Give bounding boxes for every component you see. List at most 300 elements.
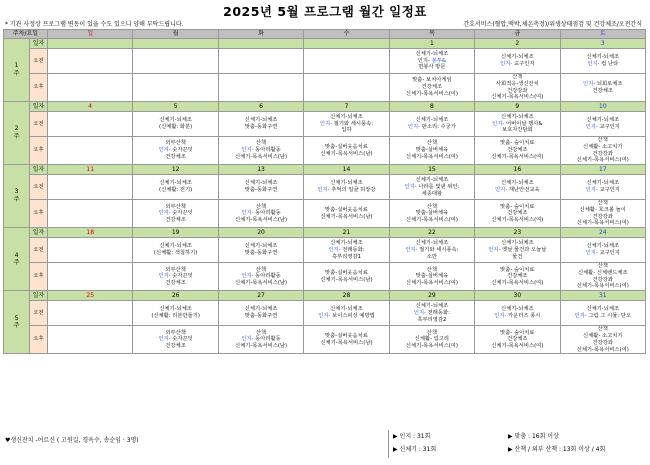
program-cell-sun	[48, 49, 133, 74]
program-category: 인지-	[328, 246, 341, 253]
program-text: 교구인지	[597, 124, 620, 131]
pm-row	[4, 200, 646, 228]
program-text: (신체활: 전기)	[159, 187, 193, 194]
program-cell-sat	[560, 200, 645, 228]
program-text: 소만	[426, 253, 438, 260]
summary-physical: ▶ 신체기 : 31회	[393, 446, 437, 453]
program-text: 숫자끈잇	[170, 336, 193, 343]
date-cell-fri: 16	[475, 165, 560, 175]
program-text: 맞춤- 보치아게임	[412, 77, 452, 84]
program-text: 신체기-뇌체조	[586, 306, 620, 313]
program-line	[133, 124, 217, 131]
program-line	[304, 333, 388, 340]
program-cell-mon	[133, 74, 218, 102]
program-text: 동아리활동	[253, 336, 281, 343]
program-text: 산책	[255, 203, 267, 210]
program-text: 건강강좌	[592, 339, 613, 346]
program-text: 나라를 빛낸 위인:	[416, 183, 460, 190]
program-category: 인지-	[407, 124, 421, 131]
program-category: 인지-	[317, 187, 330, 194]
program-line	[561, 144, 645, 151]
program-cell-thu	[389, 49, 474, 74]
program-line	[304, 313, 388, 320]
program-text: 맞춤- 숲이치료	[500, 140, 535, 147]
program-category: 인지-	[405, 246, 418, 253]
program-text: 절기와 세시풍속:	[332, 120, 374, 127]
program-text: 신체기-뇌체조	[159, 117, 192, 124]
program-text: 산책	[597, 263, 608, 270]
program-text: 신체기-목욕서비스(남)	[235, 217, 288, 224]
program-cell-mon	[133, 263, 218, 291]
program-text: 면봉사 방문	[418, 64, 446, 71]
program-text: 추억의 일굴 허장강	[329, 187, 376, 194]
date-cell-wed	[304, 39, 389, 49]
program-cell-sun	[48, 238, 133, 263]
program-text: 옛날 물건과 오늘날	[500, 246, 547, 253]
row-label-date: 일자	[30, 39, 48, 49]
program-text: 건강강좌	[592, 150, 613, 157]
date-cell-sun: 11	[48, 165, 133, 175]
program-text: 교구인지	[597, 250, 620, 257]
program-text: 신체기-목욕서비스(여)	[576, 157, 629, 164]
program-line	[475, 254, 559, 261]
program-line	[561, 220, 645, 227]
program-line	[475, 154, 559, 161]
program-cell-wed	[304, 301, 389, 326]
program-text: 맞춤-실버체육	[415, 273, 449, 280]
program-category: 인지-	[583, 80, 596, 87]
date-cell-tue: 13	[218, 165, 303, 175]
program-text: 숫자끈잇	[170, 273, 193, 280]
week-label-part: 4	[14, 251, 19, 259]
program-cell-mon	[133, 112, 218, 137]
row-label-pm: 오후	[30, 326, 48, 354]
program-text: 신체기-뇌체조	[415, 50, 449, 57]
program-line	[475, 54, 559, 61]
program-category: 인지-	[404, 183, 417, 190]
program-category: 인지-	[574, 313, 587, 320]
program-text: 신체기-목욕서비스(여)	[491, 153, 544, 160]
program-text: 신체기-뇌체조	[586, 54, 620, 61]
program-cell-tue	[218, 74, 303, 102]
program-text: 보호자간담회	[501, 127, 533, 134]
program-cell-thu	[389, 137, 474, 165]
date-cell-sat: 17	[560, 165, 645, 175]
program-text: 신체기-목욕서비스(여)	[405, 343, 458, 350]
program-text: 신체기-목욕서비스(남)	[235, 153, 288, 160]
program-text: 재난안전교육	[507, 187, 540, 194]
program-category: 인지-	[241, 210, 254, 217]
program-text: 외부산책	[165, 266, 186, 273]
program-line	[475, 61, 559, 68]
program-line	[390, 254, 474, 261]
program-line	[390, 303, 474, 310]
program-line	[133, 313, 217, 320]
date-row	[4, 39, 646, 49]
week-label-part: 주	[13, 70, 20, 78]
program-text: 신체활- 신체밴드체조	[577, 269, 628, 276]
program-category: 인지-	[585, 124, 598, 131]
header-day-thu: 목	[389, 30, 474, 39]
program-line	[475, 280, 559, 287]
program-line	[561, 333, 645, 340]
program-text: 신체기-목욕서비스(남)	[320, 276, 373, 283]
program-cell-fri	[475, 74, 560, 102]
header-day-wed: 수	[304, 30, 389, 39]
program-cell-tue	[218, 326, 303, 354]
program-text: 외부산책	[165, 203, 186, 210]
program-line	[561, 187, 645, 194]
date-cell-mon	[133, 39, 218, 49]
program-line	[561, 81, 645, 88]
program-line	[390, 154, 474, 161]
week-label	[4, 291, 30, 354]
date-cell-thu: 29	[389, 291, 474, 301]
program-text: 건강체조	[507, 210, 528, 217]
date-cell-thu: 22	[389, 228, 474, 238]
program-text: 건강체조	[165, 343, 186, 350]
week-label	[4, 39, 30, 102]
program-category: 인지-	[494, 313, 507, 320]
program-line	[390, 91, 474, 98]
pm-row	[4, 263, 646, 291]
program-text: 외부산책	[165, 329, 186, 336]
program-category: 인지-	[492, 120, 505, 127]
program-cell-mon	[133, 137, 218, 165]
am-row	[4, 49, 646, 74]
program-text: 교구인지	[512, 61, 535, 67]
program-text: 보이스피싱 예방법	[330, 313, 375, 320]
program-line	[475, 343, 559, 350]
program-text: 맞춤- 숲이치료	[500, 203, 535, 210]
program-text: 맞춤- 숲이치료	[500, 329, 535, 336]
week-label-part: 주	[13, 259, 20, 267]
program-text: 맞춤-실버체육	[415, 210, 449, 217]
program-cell-sun	[48, 301, 133, 326]
program-text: 신체기-뇌체조	[244, 117, 278, 124]
program-line	[561, 263, 645, 270]
program-text: 산책	[255, 266, 267, 273]
program-category: 인지-	[158, 210, 171, 217]
program-text: 뇌회로체조	[595, 80, 623, 87]
row-label-date: 일자	[30, 165, 48, 175]
program-cell-fri	[475, 49, 560, 74]
program-line	[219, 343, 303, 350]
am-row	[4, 301, 646, 326]
date-cell-sat: 3	[560, 39, 645, 49]
program-line	[304, 144, 388, 151]
program-cell-mon	[133, 200, 218, 228]
program-line	[475, 240, 559, 247]
program-category: 인지-	[158, 336, 171, 343]
week-label-part: 3	[14, 188, 19, 196]
program-text: 산책	[426, 266, 438, 273]
program-text: 혹부리영감1	[331, 253, 361, 260]
program-text: 신체기-목욕서비스(여)	[576, 220, 629, 227]
program-cell-wed	[304, 326, 389, 354]
program-cell-fri	[475, 137, 560, 165]
program-cell-mon	[133, 326, 218, 354]
program-cell-thu	[389, 112, 474, 137]
program-text: 산책	[597, 137, 608, 144]
program-line	[561, 283, 645, 290]
date-cell-tue: 27	[218, 291, 303, 301]
program-category: 인지-	[587, 61, 600, 67]
program-text: 신체기-뇌체조	[501, 113, 534, 120]
program-text: 신체기-뇌체조	[415, 240, 449, 247]
date-cell-sat: 24	[560, 228, 645, 238]
program-text: 산책	[597, 326, 608, 333]
program-text: 산책	[426, 140, 438, 147]
program-text: 신체기-목욕서비스(여)	[576, 346, 629, 353]
program-cell-tue	[218, 263, 303, 291]
date-row	[4, 228, 646, 238]
date-row	[4, 102, 646, 112]
program-text: 신체기-목욕서비스(여)	[491, 343, 544, 350]
program-line	[390, 191, 474, 198]
program-text: 신체기-뇌체조	[501, 306, 534, 313]
program-line	[561, 250, 645, 257]
program-text: 신체기-뇌체조	[501, 240, 534, 247]
program-text: 맞춤-동화구연	[244, 124, 278, 131]
program-line	[219, 124, 303, 131]
program-line	[475, 147, 559, 154]
program-line	[475, 74, 559, 81]
program-text: 신체기-뇌체조	[244, 180, 278, 187]
program-line	[219, 147, 303, 154]
program-cell-fri	[475, 238, 560, 263]
program-line	[304, 254, 388, 261]
program-text: 신체기-뇌체조	[501, 54, 534, 61]
program-text: 신체기-뇌체조	[586, 117, 620, 124]
date-cell-tue: 20	[218, 228, 303, 238]
program-line	[561, 347, 645, 354]
program-line	[304, 187, 388, 194]
program-line	[561, 124, 645, 131]
program-cell-thu	[389, 175, 474, 200]
program-cell-fri	[475, 175, 560, 200]
program-line	[133, 280, 217, 287]
row-label-pm: 오후	[30, 263, 48, 291]
program-cell-fri	[475, 263, 560, 291]
date-cell-thu: 15	[389, 165, 474, 175]
row-label-am: 오전	[30, 112, 48, 137]
program-text: 외부산책	[165, 140, 186, 147]
program-cell-fri	[475, 326, 560, 354]
services-text: 간호서비스(혈압,맥박,체온측정)/위생상태점검 및 건강체조/오전간식	[463, 21, 642, 28]
program-text: 절기와 세시풍속:	[417, 246, 459, 253]
date-cell-mon: 26	[133, 291, 218, 301]
program-cell-mon	[133, 238, 218, 263]
program-line	[475, 81, 559, 88]
program-text: 그림 그 시뮬: 단오	[586, 313, 632, 320]
program-text: 교구인지	[597, 187, 620, 194]
program-text: 컵 난타	[599, 61, 619, 67]
date-cell-sat: 31	[560, 291, 645, 301]
notice-text: * 기관 사정상 프로그램 변동이 있을 수도 있으니 양해 부탁드립니다.	[5, 21, 184, 28]
program-cell-sat	[560, 263, 645, 291]
program-cell-sun	[48, 74, 133, 102]
program-category: 인지-	[158, 147, 171, 154]
program-text: 신체기-뇌체조	[244, 243, 278, 250]
program-line	[219, 154, 303, 161]
program-cell-thu	[389, 326, 474, 354]
program-line	[219, 250, 303, 257]
program-line	[304, 340, 388, 347]
program-cell-sun	[48, 200, 133, 228]
program-cell-sat	[560, 326, 645, 354]
program-text: 신체기-뇌체조	[415, 176, 449, 183]
program-cell-wed	[304, 238, 389, 263]
program-cell-tue	[218, 49, 303, 74]
row-label-date: 일자	[30, 228, 48, 238]
program-cell-tue	[218, 200, 303, 228]
program-text: 건강체조	[507, 273, 528, 280]
program-cell-mon	[133, 301, 218, 326]
program-cell-sat	[560, 301, 645, 326]
program-line	[561, 88, 645, 95]
program-text: (신체활: 색칠하기)	[153, 250, 198, 257]
week-label	[4, 165, 30, 228]
date-cell-mon: 12	[133, 165, 218, 175]
date-cell-wed: 7	[304, 102, 389, 112]
program-line	[475, 313, 559, 320]
row-label-am: 오전	[30, 238, 48, 263]
program-line	[475, 127, 559, 134]
program-text: 신체기-목욕서비스(여)	[576, 283, 629, 290]
week-label-part: 주	[13, 196, 20, 204]
week-label-part: 5	[14, 314, 19, 322]
program-line	[390, 247, 474, 254]
program-category: 인지-	[585, 250, 598, 257]
program-text: 카운터즈 퐁시	[506, 313, 541, 320]
program-text: 물건	[512, 253, 523, 260]
program-text: 산책	[512, 74, 523, 80]
program-text: 신체기-목욕서비스(여)	[491, 94, 544, 101]
program-text: 신체활- 림고리	[414, 336, 450, 343]
program-text: 인지-	[417, 57, 432, 64]
header-day-sat: 토	[560, 30, 645, 39]
program-category: 인지-	[495, 187, 508, 194]
program-line	[390, 51, 474, 58]
date-cell-sun	[48, 39, 133, 49]
program-category: 인지-	[319, 120, 333, 127]
date-cell-fri: 2	[475, 39, 560, 49]
program-text: 숫자끈잇	[170, 147, 193, 154]
am-row	[4, 175, 646, 200]
summary-walk: ▶ 산책 / 외부 산책 : 13회 이상 / 4회	[508, 446, 606, 453]
program-line	[304, 151, 388, 158]
week-label	[4, 228, 30, 291]
program-cell-thu	[389, 263, 474, 291]
program-line	[561, 326, 645, 333]
program-text: 건강체조	[507, 336, 528, 343]
program-category: 인지-	[241, 273, 254, 280]
program-line	[561, 340, 645, 347]
program-cell-wed	[304, 112, 389, 137]
date-cell-thu: 1	[389, 39, 474, 49]
program-cell-tue	[218, 137, 303, 165]
program-text: 신체기-뇌체조	[159, 243, 192, 250]
program-line	[390, 124, 474, 131]
program-cell-wed	[304, 175, 389, 200]
program-text: 건강체조	[165, 153, 186, 160]
program-category: 인지-	[488, 246, 501, 253]
program-text: 건강체조	[592, 87, 613, 94]
program-text: 동아리활동	[253, 210, 281, 217]
program-cell-sat	[560, 175, 645, 200]
program-text: 신체활- 호크볼 놀이	[579, 206, 626, 213]
program-line	[390, 147, 474, 154]
program-text: 신체기-목욕서비스(남)	[320, 339, 373, 346]
program-text: 동아리활동	[253, 147, 281, 154]
date-cell-sat: 10	[560, 102, 645, 112]
program-text: 신체기-목욕서비스(남)	[320, 150, 373, 157]
program-line	[390, 317, 474, 324]
program-line	[561, 137, 645, 144]
date-cell-fri: 9	[475, 102, 560, 112]
program-cell-wed	[304, 74, 389, 102]
program-cell-thu	[389, 238, 474, 263]
program-cell-sat	[560, 137, 645, 165]
program-cell-sun	[48, 326, 133, 354]
program-cell-fri	[475, 200, 560, 228]
program-category: 인지-	[500, 61, 513, 67]
program-text: 맞춤-동화구연	[244, 313, 278, 320]
date-cell-mon: 19	[133, 228, 218, 238]
program-line	[475, 247, 559, 254]
program-text: 사회적응-생신잔치	[495, 80, 539, 87]
program-category: 인지-	[585, 187, 598, 194]
program-line	[304, 207, 388, 214]
week-label-part: 주	[13, 133, 20, 141]
program-cell-tue	[218, 238, 303, 263]
pm-row	[4, 74, 646, 102]
program-line	[475, 217, 559, 224]
row-label-pm: 오후	[30, 74, 48, 102]
program-text: 신체기-뇌체조	[159, 180, 192, 187]
program-line	[304, 127, 388, 134]
program-category: 봉투&	[431, 57, 446, 64]
program-text: 신체기-목욕서비스(여)	[405, 90, 458, 97]
date-cell-fri: 23	[475, 228, 560, 238]
program-text: 맞춤-실버웃음치료	[325, 206, 368, 213]
program-line	[561, 54, 645, 61]
program-category: 인지-	[241, 336, 254, 343]
program-line	[390, 64, 474, 71]
week-label	[4, 102, 30, 165]
program-text: 맞춤-실버웃음치료	[325, 269, 368, 276]
footer-divider	[388, 430, 389, 458]
program-text: 맞춤-동화구연	[244, 187, 278, 194]
program-text: 산책	[597, 200, 608, 207]
footer	[0, 428, 650, 465]
program-line	[304, 247, 388, 254]
date-cell-sun: 4	[48, 102, 133, 112]
summary-cognitive: ▶ 인지 : 31회	[393, 433, 431, 440]
program-line	[475, 94, 559, 101]
program-text: 세종대왕	[421, 190, 443, 197]
program-text: 신체기-뇌체조	[330, 240, 363, 247]
date-cell-mon: 5	[133, 102, 218, 112]
program-text: 건강체조	[507, 147, 528, 154]
program-cell-wed	[304, 200, 389, 228]
program-line	[475, 114, 559, 121]
program-text: 신체기-목욕서비스(여)	[491, 217, 544, 224]
program-text: 맞춤-실버웃음치료	[325, 143, 368, 150]
program-text: 신체기-목욕서비스(남)	[235, 280, 288, 287]
program-line	[561, 207, 645, 214]
